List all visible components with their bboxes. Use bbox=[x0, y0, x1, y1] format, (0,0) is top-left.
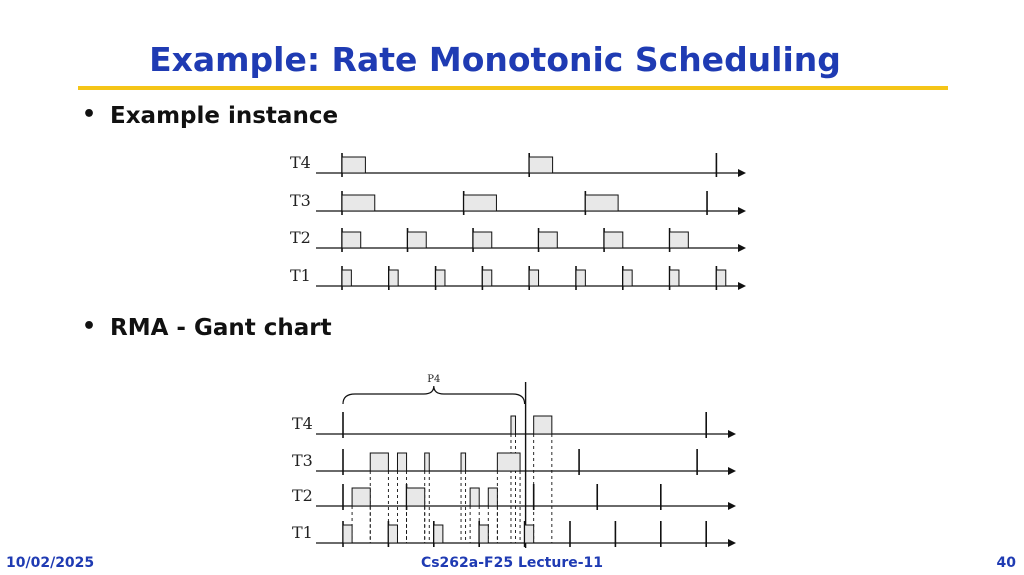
footer-course: Cs262a-F25 Lecture-11 bbox=[420, 555, 604, 571]
axis-arrow bbox=[728, 539, 736, 547]
bullet-text: RMA - Gant chart bbox=[110, 315, 332, 341]
execution-segment bbox=[370, 453, 388, 471]
execution-segment bbox=[534, 416, 552, 434]
task-label: T1 bbox=[292, 523, 313, 542]
task-label: T2 bbox=[292, 486, 313, 505]
execution-segment bbox=[525, 525, 534, 543]
task-label: T3 bbox=[292, 451, 313, 470]
footer-date: 10/02/2025 bbox=[6, 555, 95, 571]
task-label: T4 bbox=[292, 414, 313, 433]
axis-arrow bbox=[728, 430, 736, 438]
axis-arrow bbox=[728, 467, 736, 475]
brace-label: P4 bbox=[427, 374, 441, 385]
slide-title: Example: Rate Monotonic Scheduling bbox=[149, 40, 841, 79]
execution-segment bbox=[407, 488, 425, 506]
execution-segment bbox=[434, 525, 443, 543]
task-label: T3 bbox=[290, 191, 311, 210]
execution-segment bbox=[497, 453, 520, 471]
execution-segment bbox=[479, 525, 488, 543]
task-label: T4 bbox=[290, 153, 311, 172]
task-label: T2 bbox=[290, 228, 311, 247]
bullet-dot: • bbox=[82, 314, 97, 339]
bullet-text: Example instance bbox=[110, 103, 339, 129]
execution-segment bbox=[488, 488, 497, 506]
execution-segment bbox=[352, 488, 370, 506]
task-label: T1 bbox=[290, 266, 311, 285]
execution-segment bbox=[397, 453, 406, 471]
axis-arrow bbox=[728, 502, 736, 510]
execution-segment bbox=[511, 416, 516, 434]
execution-segment bbox=[470, 488, 479, 506]
execution-segment bbox=[461, 453, 466, 471]
bullet-dot: • bbox=[82, 102, 97, 127]
period-brace bbox=[343, 386, 525, 404]
execution-segment bbox=[343, 525, 352, 543]
execution-segment bbox=[425, 453, 430, 471]
footer-page-number: 40 bbox=[996, 555, 1016, 571]
execution-segment bbox=[388, 525, 397, 543]
